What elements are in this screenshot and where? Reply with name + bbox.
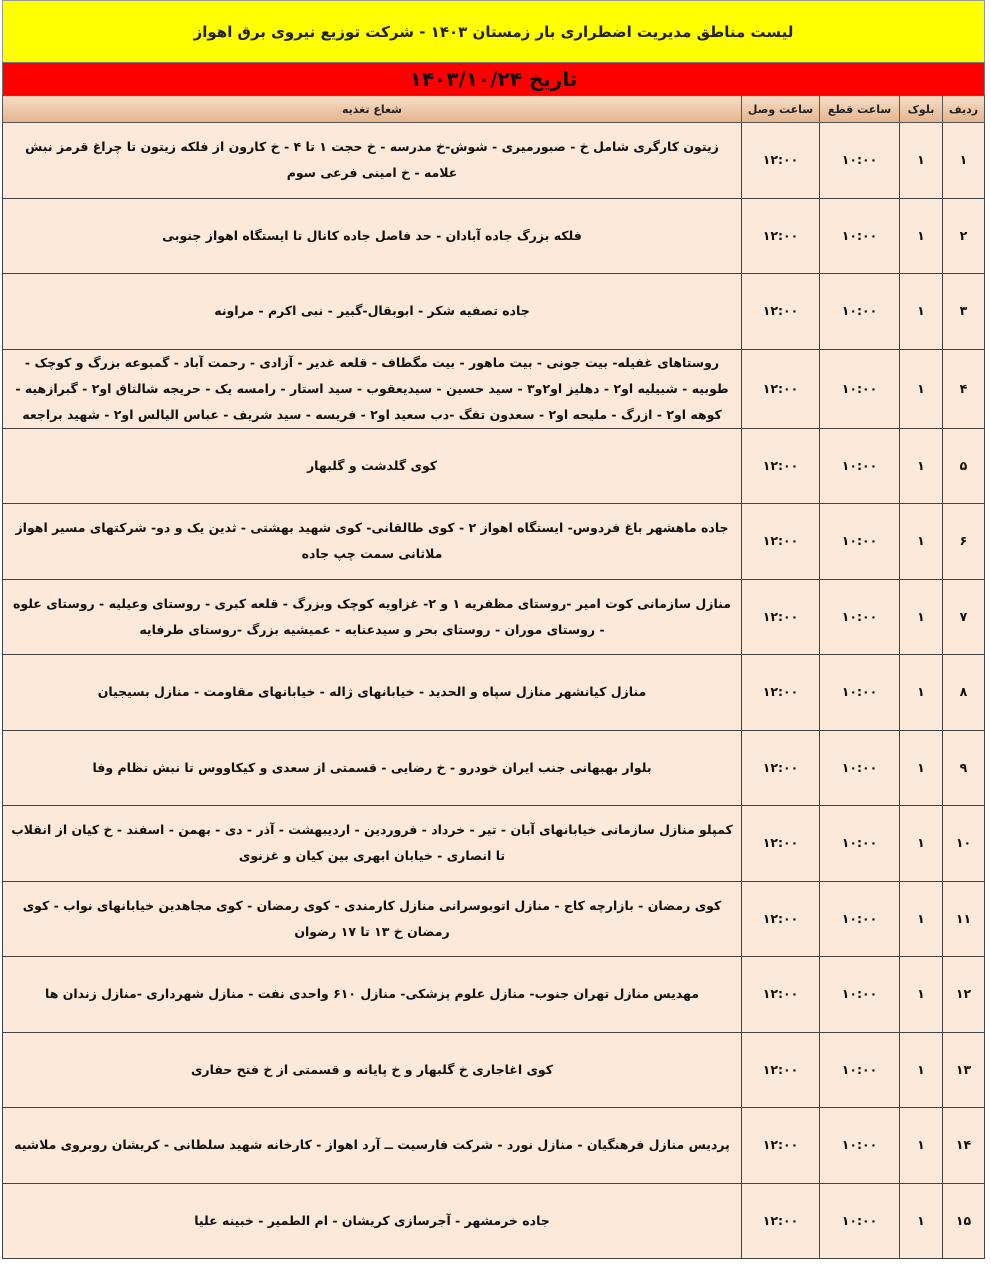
block-cell: ۱ (900, 957, 943, 1033)
row-number-cell: ۸ (943, 655, 985, 731)
connect-time-cell: ۱۲:۰۰ (742, 428, 820, 504)
feeder-cell: پردیس منازل فرهنگیان - منازل نورد - شرکت فارسیت ــ آرد اهواز - کارخانه شهید سلطانی - کریشان روبروی ملاشیه (3, 1108, 742, 1184)
cut-time-cell: ۱۰:۰۰ (820, 1108, 900, 1184)
cut-time-cell: ۱۰:۰۰ (820, 428, 900, 504)
cut-time-cell: ۱۰:۰۰ (820, 730, 900, 806)
cut-time-cell: ۱۰:۰۰ (820, 274, 900, 350)
header-connect-time: ساعت وصل (742, 96, 820, 123)
block-cell: ۱ (900, 881, 943, 957)
connect-time-cell: ۱۲:۰۰ (742, 1108, 820, 1184)
feeder-cell: منازل سازمانی کوت امیر -روستای مظفریه ۱ و ۲- غزاویه کوچک وبزرگ - قلعه کبری - روستای وعیلیه - روستای علوه - روستای موران - روستای بحر و سیدعنایه - عمیشیه بزرگ -روستای طرفایه (3, 579, 742, 655)
feeder-cell: منازل کیانشهر منازل سپاه و الحدید - خیابانهای ژاله - خیابانهای مقاومت - منازل بسیجیان (3, 655, 742, 731)
table-row (3, 1032, 985, 1108)
block-cell: ۱ (900, 349, 943, 428)
row-number-cell: ۴ (943, 349, 985, 428)
table-row (3, 730, 985, 806)
connect-time-cell: ۱۲:۰۰ (742, 806, 820, 882)
feeder-cell: زیتون کارگری شامل خ - صبورمیری - شوش-خ مدرسه - خ حجت ۱ تا ۴ - خ کارون از فلکه زیتون تا چراغ قرمز نبش علامه - خ امینی فرعی سوم (3, 123, 742, 199)
connect-time-cell: ۱۲:۰۰ (742, 881, 820, 957)
feeder-cell: کمپلو منازل سازمانی خیابانهای آبان - تیر - خرداد - فروردین - اردیبهشت - آذر - دی - بهمن - اسفند - خ کیان از انقلاب تا انصاری - خیابان ابهری بین کیان و غزنوی (3, 806, 742, 882)
header-block: بلوک (900, 96, 943, 123)
cut-time-cell: ۱۰:۰۰ (820, 806, 900, 882)
block-cell: ۱ (900, 504, 943, 580)
header-row-number: ردیف (943, 96, 985, 123)
cut-time-cell: ۱۰:۰۰ (820, 123, 900, 199)
cut-time-cell: ۱۰:۰۰ (820, 504, 900, 580)
table-header (3, 96, 985, 123)
block-cell: ۱ (900, 428, 943, 504)
feeder-cell: کوی گلدشت و گلبهار (3, 428, 742, 504)
row-number-cell: ۳ (943, 274, 985, 350)
block-cell: ۱ (900, 806, 943, 882)
feeder-cell: مهدیس منازل تهران جنوب- منازل علوم پزشکی- منازل ۶۱۰ واحدی نفت - منازل شهرداری -منازل زندان ها (3, 957, 742, 1033)
block-cell: ۱ (900, 123, 943, 199)
row-number-cell: ۲ (943, 198, 985, 274)
block-cell: ۱ (900, 730, 943, 806)
table-row (3, 428, 985, 504)
connect-time-cell: ۱۲:۰۰ (742, 730, 820, 806)
table-row (3, 1108, 985, 1184)
row-number-cell: ۱۵ (943, 1183, 985, 1259)
connect-time-cell: ۱۲:۰۰ (742, 1183, 820, 1259)
row-number-cell: ۹ (943, 730, 985, 806)
table-row (3, 349, 985, 428)
feeder-cell: فلکه بزرگ جاده آبادان - حد فاصل جاده کانال تا ایستگاه اهواز جنوبی (3, 198, 742, 274)
table-row (3, 579, 985, 655)
row-number-cell: ۱۳ (943, 1032, 985, 1108)
row-number-cell: ۱۲ (943, 957, 985, 1033)
connect-time-cell: ۱۲:۰۰ (742, 957, 820, 1033)
cut-time-cell: ۱۰:۰۰ (820, 957, 900, 1033)
feeder-cell: جاده تصفیه شکر - ابوبقال-گبیر - نبی اکرم - مراونه (3, 274, 742, 350)
connect-time-cell: ۱۲:۰۰ (742, 579, 820, 655)
row-number-cell: ۵ (943, 428, 985, 504)
row-number-cell: ۶ (943, 504, 985, 580)
feeder-cell: جاده ماهشهر باغ فردوس- ایستگاه اهواز ۲ - کوی طالقانی- کوی شهید بهشتی - ثدین یک و دو- شرکتهای مسیر اهواز ملاثانی سمت چپ جاده (3, 504, 742, 580)
date-banner: تاریخ ۱۴۰۳/۱۰/۲۴ (2, 62, 985, 96)
feeder-cell: کوی اغاجاری خ گلبهار و خ پایانه و قسمتی از خ فتح حفاری (3, 1032, 742, 1108)
cut-time-cell: ۱۰:۰۰ (820, 1032, 900, 1108)
block-cell: ۱ (900, 1183, 943, 1259)
block-cell: ۱ (900, 655, 943, 731)
row-number-cell: ۱۱ (943, 881, 985, 957)
block-cell: ۱ (900, 198, 943, 274)
connect-time-cell: ۱۲:۰۰ (742, 274, 820, 350)
table-row (3, 123, 985, 199)
table-row (3, 274, 985, 350)
header-cut-time: ساعت قطع (820, 96, 900, 123)
cut-time-cell: ۱۰:۰۰ (820, 1183, 900, 1259)
cut-time-cell: ۱۰:۰۰ (820, 349, 900, 428)
table-row (3, 881, 985, 957)
table-row (3, 1183, 985, 1259)
row-number-cell: ۱ (943, 123, 985, 199)
table-row (3, 198, 985, 274)
feeder-cell: بلوار بهبهانی جنب ایران خودرو - خ رضایی - قسمتی از سعدی و کیکاووس تا نبش نظام وفا (3, 730, 742, 806)
feeder-cell: روستاهای غفیله- بیت جونی - بیت ماهور - بیت مگطاف - قلعه غدیر - آزادی - رحمت آباد - گمبوعه بزرگ و کوچک - طوبیه - شبیلیه او۲ - دهلیز او۲و۳ - سید حسین - سیدیعقوب - سید استار - رامسه یک - حریجه شالتاق او۲ - گبرازهیه - کوهه او۲ - ازرگ - ملیحه او۲ - سعدون تفگ -دب سعید او۲ - فریسه - سید شریف - عباس الیالس او۲ - شهید براجعه (3, 349, 742, 428)
connect-time-cell: ۱۲:۰۰ (742, 123, 820, 199)
connect-time-cell: ۱۲:۰۰ (742, 198, 820, 274)
cut-time-cell: ۱۰:۰۰ (820, 198, 900, 274)
connect-time-cell: ۱۲:۰۰ (742, 349, 820, 428)
row-number-cell: ۷ (943, 579, 985, 655)
connect-time-cell: ۱۲:۰۰ (742, 1032, 820, 1108)
page-title: لیست مناطق مدیریت اضطراری بار زمستان ۱۴۰۳ - شرکت توزیع نیروی برق اهواز (2, 0, 985, 63)
table-row (3, 655, 985, 731)
block-cell: ۱ (900, 1032, 943, 1108)
row-number-cell: ۱۴ (943, 1108, 985, 1184)
table-row (3, 504, 985, 580)
feeder-cell: جاده خرمشهر - آجرسازی کریشان - ام الطمیر - خبینه علیا (3, 1183, 742, 1259)
cut-time-cell: ۱۰:۰۰ (820, 579, 900, 655)
block-cell: ۱ (900, 274, 943, 350)
cut-time-cell: ۱۰:۰۰ (820, 881, 900, 957)
block-cell: ۱ (900, 1108, 943, 1184)
table-row (3, 806, 985, 882)
outage-table (2, 95, 985, 1259)
block-cell: ۱ (900, 579, 943, 655)
header-feeder: شعاع تغذیه (3, 96, 742, 123)
connect-time-cell: ۱۲:۰۰ (742, 504, 820, 580)
table-row (3, 957, 985, 1033)
cut-time-cell: ۱۰:۰۰ (820, 655, 900, 731)
connect-time-cell: ۱۲:۰۰ (742, 655, 820, 731)
feeder-cell: کوی رمضان - بازارچه کاج - منازل اتوبوسرانی منازل کارمندی - کوی رمضان - کوی مجاهدین خیابانهای نواب - کوی رمضان خ ۱۳ تا ۱۷ رضوان (3, 881, 742, 957)
row-number-cell: ۱۰ (943, 806, 985, 882)
